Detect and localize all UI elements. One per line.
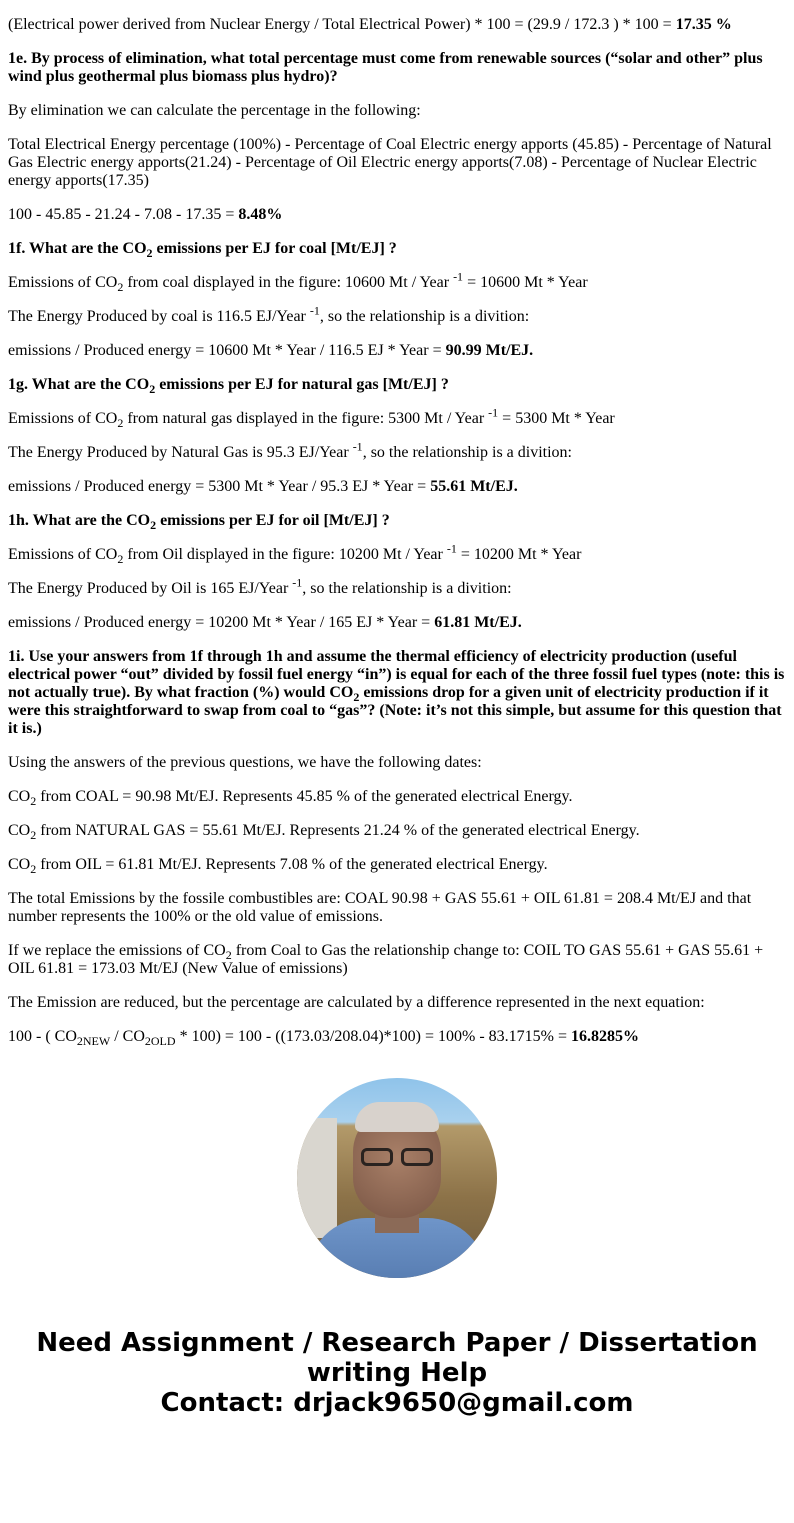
text-segment: from COAL = 90.98 Mt/EJ. Represents 45.85 % of the generated electrical Energy.: [36, 788, 573, 805]
subscript: 2: [30, 862, 37, 877]
answer-paragraph: [8, 994, 786, 1012]
text-segment: emissions / Produced energy = 10600 Mt * Year / 116.5 EJ * Year =: [8, 342, 446, 359]
text-segment: 1f. What are the CO: [8, 240, 147, 257]
text-segment: If we replace the emissions of CO: [8, 942, 226, 959]
text-segment: Using the answers of the previous questions, we have the following dates:: [8, 754, 482, 771]
question-heading: [8, 50, 786, 86]
text-segment: , so the relationship is a divition:: [302, 580, 512, 597]
subscript: 2: [149, 382, 156, 397]
text-segment: CO: [8, 822, 31, 839]
author-photo-container: [8, 1078, 786, 1278]
question-heading: [8, 240, 786, 261]
result-value: 8.48%: [238, 206, 283, 223]
answer-paragraph: [8, 541, 786, 567]
text-segment: from coal displayed in the figure: 10600 Mt / Year: [123, 274, 454, 291]
text-segment: 1i. Use your answers from 1f through 1h and assume the thermal efficiency of electricity production (useful electrical power “out” divided by fossil fuel energy “in”) is equal for each of the three fossil fuel types (note: this is not actually true). By what fraction (%) would CO: [8, 648, 785, 701]
text-segment: CO: [8, 788, 31, 805]
subscript: 2: [117, 280, 124, 295]
text-segment: (Electrical power derived from Nuclear Energy / Total Electrical Power) * 100 = (29.9 / 172.3 ) * 100 =: [8, 16, 676, 33]
text-segment: from Oil displayed in the figure: 10200 Mt / Year: [123, 546, 447, 563]
answer-paragraph: [8, 206, 786, 224]
contact-footer: [8, 1328, 786, 1418]
answer-paragraph: [8, 614, 786, 632]
answer-paragraph: [8, 1028, 786, 1049]
text-segment: = 5300 Mt * Year: [498, 410, 615, 427]
answer-paragraph: [8, 856, 786, 877]
text-segment: emissions / Produced energy = 5300 Mt * Year / 95.3 EJ * Year =: [8, 478, 431, 495]
subscript: 2NEW: [76, 1034, 111, 1049]
subscript: 2: [353, 690, 360, 705]
text-segment: 1e. By process of elimination, what total percentage must come from renewable sources (“solar and other” plus wind plus geothermal plus biomass plus hydro)?: [8, 50, 763, 85]
subscript: 2: [117, 416, 124, 431]
text-segment: emissions per EJ for oil [Mt/EJ] ?: [156, 512, 390, 529]
superscript: -1: [488, 405, 499, 420]
text-segment: from NATURAL GAS = 55.61 Mt/EJ. Represents 21.24 % of the generated electrical Energy.: [36, 822, 640, 839]
answer-paragraph: [8, 269, 786, 295]
text-segment: The total Emissions by the fossile combustibles are: COAL 90.98 + GAS 55.61 + OIL 61.81 = 208.4 Mt/EJ and that number represents the 100% or the old value of emissions.: [8, 890, 752, 925]
text-segment: from natural gas displayed in the figure: 5300 Mt / Year: [123, 410, 489, 427]
result-value: 16.8285%: [571, 1028, 640, 1045]
text-segment: , so the relationship is a divition:: [319, 308, 530, 325]
question-heading: [8, 512, 786, 533]
answer-paragraph: [8, 102, 786, 120]
answer-paragraph: [8, 942, 786, 978]
text-segment: 1g. What are the CO: [8, 376, 150, 393]
glasses-icon: [357, 1148, 437, 1168]
text-segment: The Energy Produced by Natural Gas is 95.3 EJ/Year: [8, 444, 353, 461]
text-segment: 1h. What are the CO: [8, 512, 151, 529]
text-segment: The Energy Produced by coal is 116.5 EJ/Year: [8, 308, 310, 325]
answer-paragraph: [8, 303, 786, 326]
superscript: -1: [292, 575, 303, 590]
answer-paragraph: [8, 478, 786, 496]
superscript: -1: [352, 439, 363, 454]
text-segment: , so the relationship is a divition:: [362, 444, 572, 461]
text-segment: emissions per EJ for coal [Mt/EJ] ?: [152, 240, 397, 257]
answer-paragraph: [8, 439, 786, 462]
text-segment: The Emission are reduced, but the percentage are calculated by a difference represented in the next equation:: [8, 994, 705, 1011]
answer-paragraph: [8, 754, 786, 772]
author-photo: [297, 1078, 497, 1278]
text-segment: Emissions of CO: [8, 546, 118, 563]
question-heading: [8, 376, 786, 397]
subscript: 2OLD: [144, 1034, 176, 1049]
answer-paragraph: [8, 16, 786, 34]
text-segment: from OIL = 61.81 Mt/EJ. Represents 7.08 % of the generated electrical Energy.: [36, 856, 548, 873]
text-segment: Total Electrical Energy percentage (100%) - Percentage of Coal Electric energy apports (45.85) - Percentage of Natural Gas Electric energy apports(21.24) - Percentage of Oil Electric energy apports(7.08) - Percentage of Nuclear Electric energy apports(17.35): [8, 136, 772, 189]
text-segment: emissions drop for a given unit of electricity production if it were this straightforward to swap from coal to “gas”? (Note: it’s not this simple, but assume for this question that it is.): [8, 684, 782, 737]
superscript: -1: [446, 541, 457, 556]
result-value: 90.99 Mt/EJ.: [445, 342, 534, 359]
question-heading: [8, 648, 786, 738]
text-segment: By elimination we can calculate the percentage in the following:: [8, 102, 421, 119]
subscript: 2: [150, 518, 157, 533]
text-segment: / CO: [110, 1028, 145, 1045]
result-value: 55.61 Mt/EJ.: [430, 478, 518, 495]
text-segment: CO: [8, 856, 31, 873]
answer-paragraph: [8, 890, 786, 926]
subscript: 2: [30, 794, 37, 809]
text-segment: emissions per EJ for natural gas [Mt/EJ] ?: [155, 376, 449, 393]
footer-contact: Contact: drjack9650@gmail.com: [160, 1388, 634, 1418]
superscript: -1: [453, 269, 464, 284]
subscript: 2: [225, 948, 232, 963]
superscript: -1: [309, 303, 320, 318]
result-value: 61.81 Mt/EJ.: [434, 614, 522, 631]
subscript: 2: [146, 246, 153, 261]
answer-paragraph: [8, 788, 786, 809]
text-segment: Emissions of CO: [8, 274, 118, 291]
text-segment: = 10200 Mt * Year: [456, 546, 582, 563]
answer-paragraph: [8, 405, 786, 431]
answer-paragraph: [8, 822, 786, 843]
answer-paragraph: [8, 136, 786, 190]
result-value: 17.35 %: [675, 16, 732, 33]
footer-headline: Need Assignment / Research Paper / Dissertation writing Help: [36, 1328, 758, 1388]
answer-paragraph: [8, 342, 786, 360]
text-segment: from Coal to Gas the relationship change to: COIL TO GAS 55.61 + GAS 55.61 + OIL 61.81 = 173.03 Mt/EJ (New Value of emissions): [8, 942, 764, 977]
subscript: 2: [117, 552, 124, 567]
text-segment: = 10600 Mt * Year: [463, 274, 588, 291]
text-segment: 100 - ( CO: [8, 1028, 77, 1045]
text-segment: The Energy Produced by Oil is 165 EJ/Year: [8, 580, 293, 597]
text-segment: * 100) = 100 - ((173.03/208.04)*100) = 100% - 83.1715% =: [175, 1028, 572, 1045]
text-segment: 100 - 45.85 - 21.24 - 7.08 - 17.35 =: [8, 206, 239, 223]
document-body: [8, 16, 786, 1049]
text-segment: emissions / Produced energy = 10200 Mt * Year / 165 EJ * Year =: [8, 614, 435, 631]
text-segment: Emissions of CO: [8, 410, 118, 427]
subscript: 2: [30, 828, 37, 843]
answer-paragraph: [8, 575, 786, 598]
